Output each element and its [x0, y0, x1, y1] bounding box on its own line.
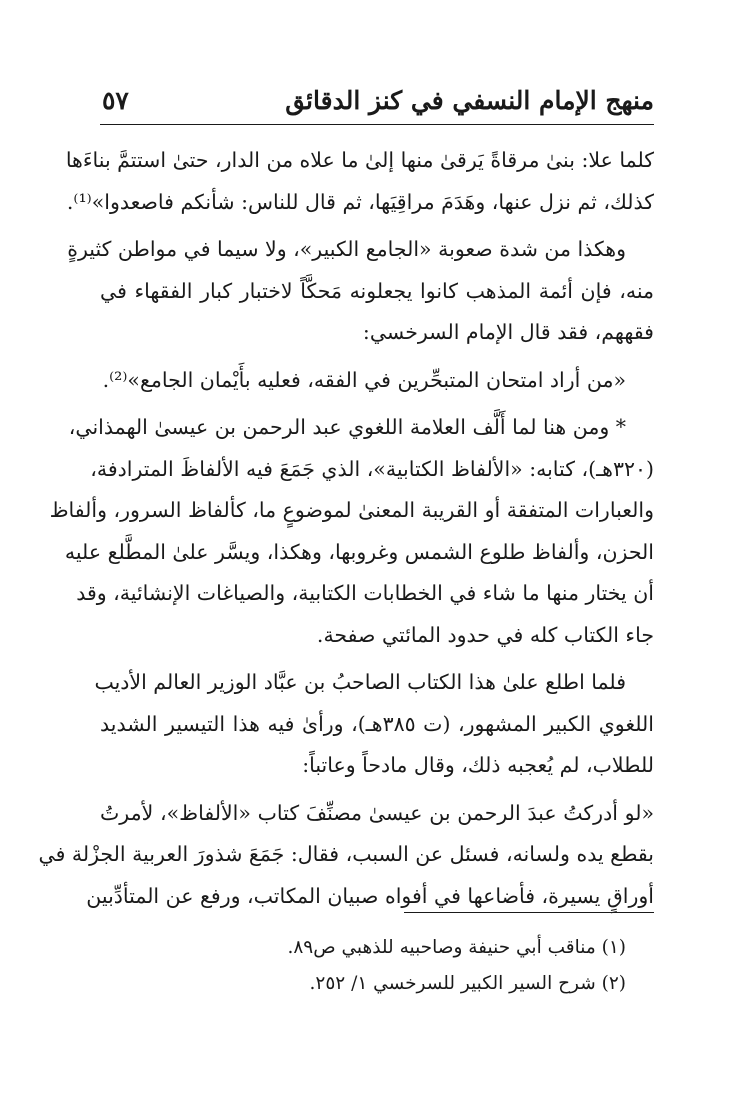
running-head-title: منهج الإمام النسفي في كنز الدقائق — [285, 86, 654, 115]
text-line: كذلك، ثم نزل عنها، وهَدَمَ مراقِيَها، ثم قال للناس: شأنكم فاصعدوا»⁽¹⁾. — [66, 189, 654, 214]
quote-line: «من أراد امتحان المتبحِّرين في الفقه، فعليه بأَيْمان الجامع»⁽²⁾. — [102, 367, 626, 392]
page-header — [100, 80, 654, 125]
quote-line: أوراقٍ يسيرة، فأضاعها في أفواه صبيان المكاتب، ورفع عن المتأدِّبين — [86, 883, 654, 908]
text-line: كلما علا: بنىٰ مرقاةً يَرقىٰ منها إلىٰ ما علاه من الدار، حتىٰ استتمَّ بناءَها — [65, 148, 654, 172]
text-line: فلما اطلع علىٰ هذا الكتاب الصاحبُ بن عبَّاد الوزير العالم الأديب — [94, 670, 626, 694]
footnote-item: (٢) شرح السير الكبير للسرخسي ١/ ٢٥٢. — [309, 973, 626, 994]
footnote-item: (١) مناقب أبي حنيفة وصاحبيه للذهبي ص٨٩. — [287, 937, 626, 958]
text-line: فقههم، فقد قال الإمام السرخسي: — [362, 320, 654, 344]
text-line: أن يختار منها ما شاء في الخطابات الكتابية، والصياغات الإنشائية، وقد — [76, 581, 654, 605]
quote-line: «لو أدركتُ عبدَ الرحمن بن عيسىٰ مصنِّفَ كتاب «الألفاظ»، لأمرتُ — [100, 800, 654, 825]
text-line: والعبارات المتفقة أو القريبة المعنىٰ لموضوعٍ ما، كألفاظ السرور، وألفاظ — [49, 498, 654, 522]
main-text — [38, 140, 654, 917]
text-line: * ومن هنا لما أَلَّف العلامة اللغوي عبد الرحمن بن عيسىٰ الهمذاني، — [68, 415, 626, 439]
text-line: جاء الكتاب كله في حدود المائتي صفحة. — [316, 622, 654, 647]
text-line: (٣٢٠هـ)، كتابه: «الألفاظ الكتابية»، الذي جَمَعَ فيه الألفاظَ المترادفة، — [90, 456, 654, 481]
text-line: وهكذا من شدة صعوبة «الجامع الكبير»، ولا سيما في مواطن كثيرةٍ — [67, 237, 626, 261]
text-line: الحزن، وألفاظ طلوع الشمس وغروبها، وهكذا، ويسَّر علىٰ المطَّلع عليه — [64, 539, 654, 564]
text-line: للطلاب، لم يُعجبه ذلك، وقال مادحاً وعاتباً: — [302, 753, 654, 777]
quote-line: بقطع يده ولسانه، فسئل عن السبب، فقال: جَمَعَ شذورَ العربية الجزْلة في — [38, 842, 654, 866]
text-line: اللغوي الكبير المشهور، (ت ٣٨٥هـ)، ورأىٰ فيه هذا التيسير الشديد — [100, 711, 654, 736]
footnotes — [100, 930, 654, 1002]
footnote-divider — [404, 912, 654, 913]
page-number: ٥٧ — [102, 86, 129, 115]
text-line: منه، فإن أئمة المذهب كانوا يجعلونه مَحكَّاً لاختبار كبار الفقهاء في — [100, 278, 654, 303]
